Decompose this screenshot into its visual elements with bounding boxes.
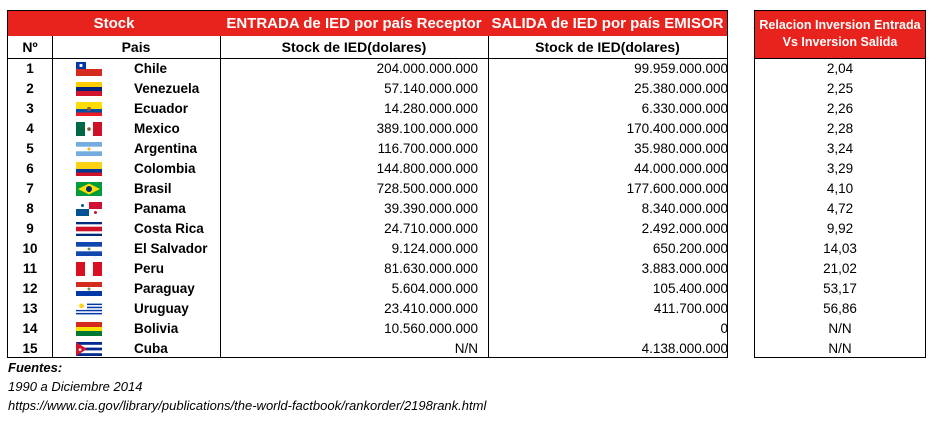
salida-value: 8.340.000.000 bbox=[641, 201, 728, 216]
ratio-value: 3,29 bbox=[826, 161, 854, 176]
table-row bbox=[8, 119, 727, 139]
table-row bbox=[8, 299, 727, 319]
ied-table bbox=[7, 10, 728, 358]
panama-flag-icon bbox=[76, 202, 102, 216]
subheader-salida: Stock de IED(dolares) bbox=[488, 36, 727, 59]
entrada-value: N/N bbox=[454, 341, 478, 356]
salida-value: 99.959.000.000 bbox=[634, 61, 728, 76]
ratio-value: N/N bbox=[828, 341, 852, 356]
header-salida: SALIDA de IED por país EMISOR bbox=[488, 11, 727, 36]
row-number: 11 bbox=[22, 261, 38, 276]
ecuador-flag-icon bbox=[76, 102, 102, 116]
table-row bbox=[8, 239, 727, 259]
ratio-value: 56,86 bbox=[823, 301, 857, 316]
header-relacion-line1: Relacion Inversion Entrada bbox=[759, 18, 921, 32]
entrada-value: 39.390.000.000 bbox=[384, 201, 478, 216]
row-number: 4 bbox=[26, 121, 34, 136]
table-row bbox=[8, 259, 727, 279]
ratio-value: 9,92 bbox=[826, 221, 854, 236]
paraguay-flag-icon bbox=[76, 282, 102, 296]
entrada-value: 5.604.000.000 bbox=[391, 281, 478, 296]
entrada-value: 389.100.000.000 bbox=[376, 121, 478, 136]
notes-period: 1990 a Diciembre 2014 bbox=[8, 379, 143, 394]
country-name: Paraguay bbox=[134, 281, 195, 296]
country-name: Panama bbox=[134, 201, 186, 216]
colombia-flag-icon bbox=[76, 162, 102, 176]
table-row bbox=[8, 139, 727, 159]
brasil-flag-icon bbox=[76, 182, 102, 196]
country-name: Brasil bbox=[134, 181, 172, 196]
ratio-value: 21,02 bbox=[823, 261, 857, 276]
table-row bbox=[8, 319, 727, 339]
salida-value: 0 bbox=[720, 321, 728, 336]
ratio-value: 53,17 bbox=[823, 281, 857, 296]
row-number: 10 bbox=[22, 241, 38, 256]
entrada-value: 14.280.000.000 bbox=[384, 101, 478, 116]
row-number: 8 bbox=[26, 201, 34, 216]
notes-title: Fuentes: bbox=[8, 360, 63, 375]
salida-value: 35.980.000.000 bbox=[634, 141, 728, 156]
ratio-table bbox=[754, 10, 926, 358]
row-number: 15 bbox=[22, 341, 38, 356]
table-row bbox=[8, 99, 727, 119]
mexico-flag-icon bbox=[76, 122, 102, 136]
el-salvador-flag-icon bbox=[76, 242, 102, 256]
country-name: Argentina bbox=[134, 141, 198, 156]
ratio-value: N/N bbox=[828, 321, 852, 336]
row-number: 13 bbox=[22, 301, 38, 316]
notes-url: https://www.cia.gov/library/publications/the-world-factbook/rankorder/2198rank.html bbox=[8, 398, 487, 413]
ratio-value: 3,24 bbox=[826, 141, 854, 156]
costa-rica-flag-icon bbox=[76, 222, 102, 236]
ratio-value: 4,10 bbox=[826, 181, 854, 196]
row-number: 12 bbox=[22, 281, 38, 296]
row-number: 6 bbox=[26, 161, 34, 176]
entrada-value: 9.124.000.000 bbox=[391, 241, 478, 256]
salida-value: 25.380.000.000 bbox=[634, 81, 728, 96]
ratio-value: 14,03 bbox=[823, 241, 857, 256]
country-name: Uruguay bbox=[134, 301, 189, 316]
subheader-pais: Pais bbox=[52, 36, 220, 59]
header-relacion-line2: Vs Inversion Salida bbox=[782, 35, 898, 49]
salida-value: 2.492.000.000 bbox=[641, 221, 728, 236]
ratio-value: 2,28 bbox=[826, 121, 854, 136]
cuba-flag-icon bbox=[76, 342, 102, 356]
row-number: 9 bbox=[26, 221, 34, 236]
country-name: El Salvador bbox=[134, 241, 208, 256]
country-name: Ecuador bbox=[134, 101, 189, 116]
header-stock: Stock bbox=[8, 11, 220, 36]
salida-value: 6.330.000.000 bbox=[641, 101, 728, 116]
chile-flag-icon bbox=[76, 62, 102, 76]
header-entrada: ENTRADA de IED por país Receptor bbox=[220, 11, 488, 36]
ratio-value: 4,72 bbox=[826, 201, 854, 216]
row-number: 3 bbox=[26, 101, 34, 116]
entrada-value: 24.710.000.000 bbox=[384, 221, 478, 236]
table-row bbox=[8, 179, 727, 199]
country-name: Cuba bbox=[134, 341, 168, 356]
notes bbox=[8, 358, 486, 415]
table-row bbox=[8, 59, 727, 79]
row-number: 14 bbox=[22, 321, 38, 336]
salida-value: 3.883.000.000 bbox=[641, 261, 728, 276]
uruguay-flag-icon bbox=[76, 302, 102, 316]
salida-value: 105.400.000 bbox=[652, 281, 728, 296]
entrada-value: 204.000.000.000 bbox=[376, 61, 478, 76]
salida-value: 177.600.000.000 bbox=[626, 181, 728, 196]
salida-value: 411.700.000 bbox=[653, 301, 728, 316]
country-name: Costa Rica bbox=[134, 221, 204, 236]
salida-value: 650.200.000 bbox=[652, 241, 728, 256]
table-row bbox=[8, 219, 727, 239]
header-relacion bbox=[755, 11, 925, 59]
entrada-value: 23.410.000.000 bbox=[384, 301, 478, 316]
entrada-value: 10.560.000.000 bbox=[384, 321, 478, 336]
country-name: Chile bbox=[134, 61, 168, 76]
table-row bbox=[8, 159, 727, 179]
row-number: 2 bbox=[26, 81, 34, 96]
entrada-value: 57.140.000.000 bbox=[384, 81, 478, 96]
table-row bbox=[8, 199, 727, 219]
table-row bbox=[8, 79, 727, 99]
country-name: Colombia bbox=[134, 161, 196, 176]
salida-value: 4.138.000.000 bbox=[641, 341, 728, 356]
argentina-flag-icon bbox=[76, 142, 102, 156]
salida-value: 170.400.000.000 bbox=[626, 121, 728, 136]
subheader-num: Nº bbox=[8, 36, 52, 59]
table-row bbox=[8, 339, 727, 359]
country-name: Peru bbox=[134, 261, 165, 276]
row-number: 7 bbox=[26, 181, 34, 196]
peru-flag-icon bbox=[76, 262, 102, 276]
row-number: 1 bbox=[26, 61, 34, 76]
bolivia-flag-icon bbox=[76, 322, 102, 336]
entrada-value: 144.800.000.000 bbox=[376, 161, 478, 176]
venezuela-flag-icon bbox=[76, 82, 102, 96]
table-row bbox=[8, 279, 727, 299]
entrada-value: 728.500.000.000 bbox=[376, 181, 478, 196]
row-number: 5 bbox=[26, 141, 34, 156]
ratio-value: 2,25 bbox=[826, 81, 854, 96]
entrada-value: 81.630.000.000 bbox=[384, 261, 478, 276]
ratio-value: 2,26 bbox=[826, 101, 854, 116]
subheader-entrada: Stock de IED(dolares) bbox=[220, 36, 488, 59]
salida-value: 44.000.000.000 bbox=[634, 161, 728, 176]
country-name: Mexico bbox=[134, 121, 180, 136]
ratio-value: 2,04 bbox=[826, 61, 854, 76]
entrada-value: 116.700.000.000 bbox=[377, 141, 478, 156]
country-name: Venezuela bbox=[134, 81, 200, 96]
country-name: Bolivia bbox=[134, 321, 179, 336]
